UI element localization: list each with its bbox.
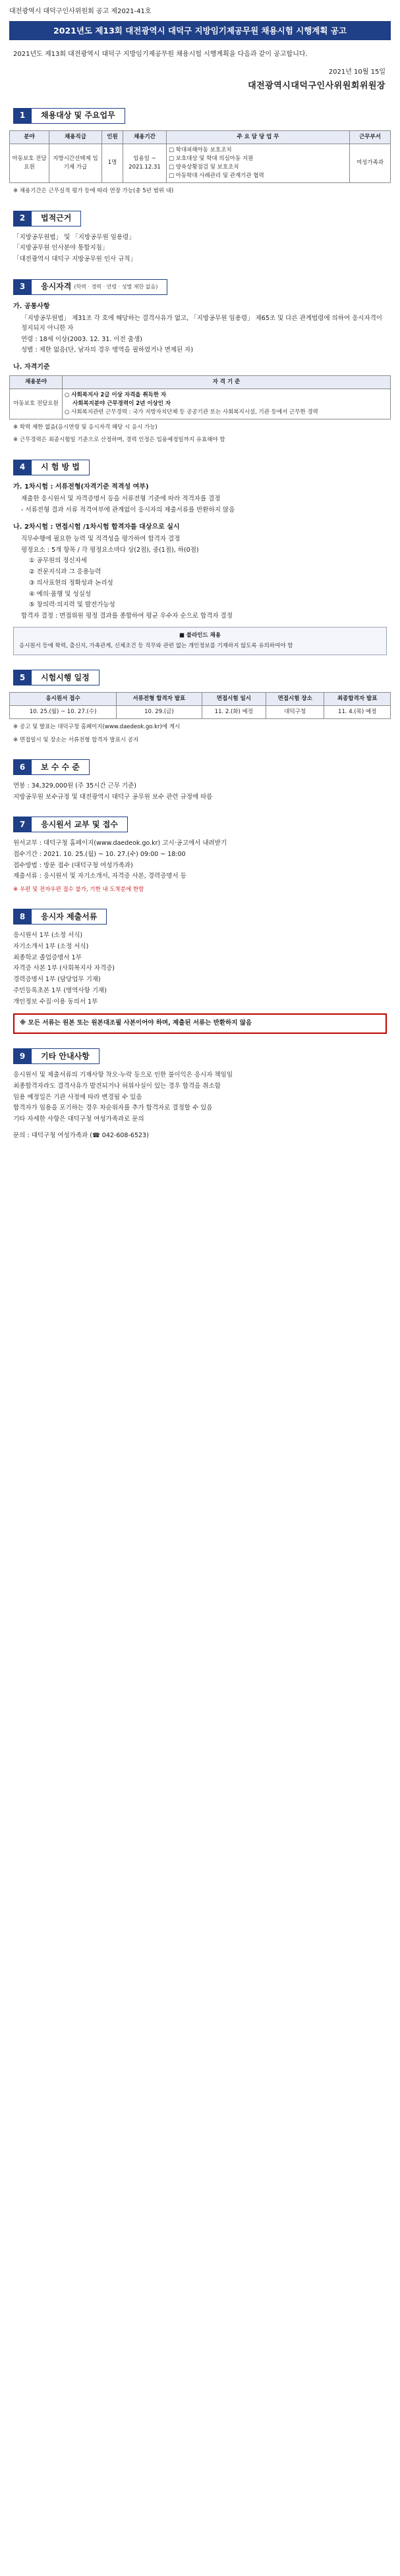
intro-text: 2021년도 제13회 대전광역시 대덕구 지방임기제공무원 채용시험 시행계획을 다음과 같이 공고합니다. <box>13 50 308 58</box>
legal-basis-list <box>13 233 387 265</box>
list-item: 「지방공무원법」 및 「지방공무원 임용령」 <box>13 233 135 241</box>
table-row <box>10 389 391 419</box>
col-header: 분야 <box>10 130 49 144</box>
section-1-header <box>13 108 391 124</box>
col-header: 응시원서 접수 <box>10 693 117 706</box>
section-number: 8 <box>13 909 32 925</box>
list-item: 접수방법 : 방문 접수 (대덕구청 여성가족과) <box>13 861 133 869</box>
cell-requirements <box>63 389 391 419</box>
section-7-header <box>13 817 391 832</box>
subsection-title: 가. 1차시험 : 서류전형(자격기준 적격성 여부) <box>13 483 149 491</box>
cell-value: 대덕구청 <box>266 706 324 719</box>
documents-alert: ※ 모든 서류는 원본 또는 원본대조필 사본이어야 하며, 제출된 서류는 반환하지 않음 <box>13 1013 387 1034</box>
list-item: 기타 자세한 사항은 대덕구청 여성가족과로 문의 <box>13 1115 144 1123</box>
section-number: 1 <box>13 108 32 124</box>
list-item: 자격증 사본 1부 (사회복지사 자격증) <box>13 965 115 973</box>
blind-hiring-box <box>13 627 387 655</box>
list-item: 「지방공무원 인사분야 통합지침」 <box>13 244 109 252</box>
requirement-item: ○ 사회복지관련 근무경력 : 국가 지방자치단체 등 공공기관 또는 사회복지시설, 기관 등에서 근무한 경력 <box>65 409 318 416</box>
qualification-table <box>9 375 391 420</box>
section-title <box>32 279 167 295</box>
list-item: 제출한 응시원서 및 자격증명서 등을 서류전형 기준에 따라 적격자를 결정 <box>21 495 221 503</box>
section-number: 2 <box>13 211 32 227</box>
salary-list <box>13 782 387 802</box>
notice-date: 2021년 10월 15일 <box>328 68 386 76</box>
table-row <box>10 706 391 719</box>
table-row <box>10 144 391 183</box>
col-header: 주 요 담 당 업 무 <box>167 130 350 144</box>
section-number: 9 <box>13 1048 32 1064</box>
list-item: 합격자가 임용을 포기하는 경우 차순위자를 추가 합격자로 결정할 수 있음 <box>13 1104 213 1112</box>
list-item: 최종합격자라도 결격사유가 발견되거나 허위사실이 있는 경우 합격을 취소함 <box>13 1082 221 1090</box>
section-title: 시험시행 일정 <box>32 670 100 685</box>
list-item: 평정요소 : 5개 항목 / 각 평정요소마다 상(2점), 중(1점), 하(0점) <box>21 546 199 554</box>
cell-duties <box>167 144 350 183</box>
list-item: 자기소개서 1부 (소정 서식) <box>13 943 89 951</box>
list-item: 주민등록초본 1부 (병역사항 기재) <box>13 986 107 994</box>
list-item: 직무수행에 필요한 능력 및 적격성을 평가하여 합격자 결정 <box>21 535 181 543</box>
duty-item: □ 양육상황점검 및 보호조치 <box>169 164 239 171</box>
section-number: 5 <box>13 670 32 685</box>
list-item: - 서류전형 결과 서류 적격여부에 관계없이 응시자의 제출서류를 반환하지 않음 <box>21 506 235 514</box>
section-title-text: 응시자격 <box>41 282 72 292</box>
other-info-list <box>13 1071 387 1125</box>
section-4-header <box>13 460 391 475</box>
cell-field: 아동보호 전담요원 <box>10 144 49 183</box>
duty-item: □ 아동학대 사례관리 및 관계기관 협력 <box>169 173 264 180</box>
section-2-header <box>13 211 391 227</box>
list-item: ② 전문지식과 그 응용능력 <box>29 568 101 576</box>
application-list <box>13 839 387 882</box>
duty-item: □ 보호대상 및 학대 의심아동 지원 <box>169 155 254 162</box>
list-item: 임용 예정일은 기관 사정에 따라 변경될 수 있음 <box>13 1093 142 1101</box>
list-item: 개인정보 수집·이용 동의서 1부 <box>13 998 98 1006</box>
cell-value: 10. 25.(월) ~ 10. 27.(수) <box>10 706 117 719</box>
list-item: 성별 : 제한 없음(단, 남자의 경우 병역을 필하였거나 면제된 자) <box>21 346 194 354</box>
list-item: 원서교부 : 대덕구청 홈페이지(www.daedeok.go.kr) 고시·공고에서 내려받기 <box>13 840 227 847</box>
section-title: 시 험 방 법 <box>32 460 90 475</box>
list-item: ① 공무원의 정신자세 <box>29 557 87 565</box>
list-item: 합격자 결정 : 면접위원 평정 결과를 종합하여 평균 우수자 순으로 합격자 결정 <box>21 612 233 620</box>
col-header: 인원 <box>102 130 123 144</box>
section-note: ※ 학력 제한 없음(응시연령 및 응시자격 해당 시 응시 가능) <box>13 424 157 431</box>
duty-item: □ 학대피해아동 보호조치 <box>169 146 232 153</box>
col-header: 면접시험 일시 <box>202 693 266 706</box>
section-note: ※ 공고 및 발표는 대덕구청 홈페이지(www.daedeok.go.kr)에 게시 <box>13 724 181 731</box>
col-header: 근무부서 <box>350 130 391 144</box>
col-header: 자 격 기 준 <box>63 375 391 389</box>
list-item: ⑤ 창의력·의지력 및 발전가능성 <box>29 601 115 609</box>
requirement-item: 사회복지분야 근무경력이 2년 이상인 자 <box>72 400 171 407</box>
stage2-list <box>13 535 387 622</box>
list-item: 제출서류 : 응시원서 및 자기소개서, 자격증 사본, 경력증명서 등 <box>13 872 186 880</box>
cell-grade: 지방시간선택제 임기제 가급 <box>49 144 102 183</box>
contact-info: 문의 : 대덕구청 여성가족과 (☎ 042-608-6523) <box>13 1131 149 1139</box>
section-6-header <box>13 759 391 775</box>
cell-period: 임용일 ~ 2021.12.31 <box>123 144 167 183</box>
list-item: 지방공무원 보수규정 및 대전광역시 대덕구 공무원 보수 관련 규정에 따름 <box>13 793 213 801</box>
list-item: ④ 예의·품행 및 성실성 <box>29 590 92 598</box>
section-title: 기타 안내사항 <box>32 1048 100 1064</box>
subsection-title: 나. 자격기준 <box>13 363 50 371</box>
box-text: 응시원서 등에 학력, 출신지, 가족관계, 신체조건 등 직무와 관련 없는 개인정보를 기재하지 않도록 유의하여야 함 <box>19 642 293 649</box>
subsection-title: 나. 2차시험 : 면접시험 /1차시험 합격자를 대상으로 실시 <box>13 523 180 531</box>
section-note: ※ 우편 및 전자우편 접수 불가, 기한 내 도착분에 한함 <box>13 886 144 894</box>
notice-title: 2021년도 제13회 대전광역시 대덕구 지방임기제공무원 채용시험 시행계획 공고 <box>9 21 391 40</box>
section-3-header <box>13 279 391 295</box>
subsection-title: 가. 공통사항 <box>13 302 50 310</box>
cell-value: 11. 4.(목) 예정 <box>324 706 391 719</box>
common-requirements <box>13 314 387 356</box>
col-header: 서류전형 합격자 발표 <box>117 693 202 706</box>
col-header: 채용기간 <box>123 130 167 144</box>
section-title: 법적근거 <box>32 211 81 227</box>
col-header: 채용직급 <box>49 130 102 144</box>
section-title: 채용대상 및 주요업무 <box>32 108 125 124</box>
section-number: 3 <box>13 279 32 295</box>
section-note: ※ 근무경력은 최종시험일 기준으로 산정하며, 경력 인정은 임용예정일까지 유효해야 함 <box>13 437 225 444</box>
section-title: 응시자 제출서류 <box>32 909 107 925</box>
col-header: 채용분야 <box>10 375 63 389</box>
cell-value: 11. 2.(화) 예정 <box>202 706 266 719</box>
section-number: 6 <box>13 759 32 775</box>
documents-list <box>13 931 387 1007</box>
list-item: 연령 : 18세 이상(2003. 12. 31. 이전 출생) <box>21 335 142 343</box>
section-title: 응시원서 교부 및 접수 <box>32 817 128 832</box>
box-title: ■ 블라인드 채용 <box>179 631 221 639</box>
notice-page <box>0 0 400 1154</box>
list-item: ③ 의사표현의 정확성과 논리성 <box>29 579 113 587</box>
cell-value: 10. 29.(금) <box>117 706 202 719</box>
section-9-header <box>13 1048 391 1064</box>
list-item: 「대전광역시 대덕구 지방공무원 인사 규칙」 <box>13 255 137 263</box>
list-item: 최종학교 졸업증명서 1부 <box>13 953 82 961</box>
section-number: 4 <box>13 460 32 475</box>
cell-field: 아동보호 전담요원 <box>10 389 63 419</box>
section-number: 7 <box>13 817 32 832</box>
stage1-list <box>13 495 387 515</box>
list-item: 응시원서 및 제출서류의 기재사항 착오·누락 등으로 인한 불이익은 응시자 책임임 <box>13 1071 233 1079</box>
recruitment-table <box>9 130 391 184</box>
notice-number: 대전광역시 대덕구인사위원회 공고 제2021-41호 <box>9 8 152 15</box>
issuing-org: 대전광역시대덕구인사위원회위원장 <box>248 81 386 92</box>
section-title: 보 수 수 준 <box>32 759 90 775</box>
section-5-header <box>13 670 391 685</box>
cell-dept: 여성가족과 <box>350 144 391 183</box>
section-8-header <box>13 909 391 925</box>
list-item: 경력증명서 1부 (담당업무 기재) <box>13 976 101 984</box>
section-subtitle: (학력 · 경력 · 연령 · 성별 제한 없음) <box>74 283 158 290</box>
section-note: ※ 채용기간은 근무실적 평가 등에 따라 연장 가능(총 5년 범위 내) <box>13 188 174 195</box>
section-note: ※ 면접일시 및 장소는 서류전형 합격자 발표시 공지 <box>13 736 139 743</box>
list-item: 응시원서 1부 (소정 서식) <box>13 932 83 940</box>
list-item: 연봉 : 34,329,000원 (주 35시간 근무 기준) <box>13 782 136 790</box>
col-header: 면접시험 장소 <box>266 693 324 706</box>
schedule-table <box>9 692 391 719</box>
cell-count: 1명 <box>102 144 123 183</box>
requirement-item: ○ 사회복지사 2급 이상 자격을 취득한 자 <box>65 391 167 398</box>
list-item: 접수기간 : 2021. 10. 25.(월) ~ 10. 27.(수) 09:00 ~ 18:00 <box>13 850 186 858</box>
list-item: 「지방공무원법」 제31조 각 호에 해당하는 결격사유가 없고, 「지방공무원 임용령」 제65조 및 다른 관계법령에 의하여 응시자격이 정지되지 아니한 자 <box>21 315 382 332</box>
col-header: 최종합격자 발표 <box>324 693 391 706</box>
